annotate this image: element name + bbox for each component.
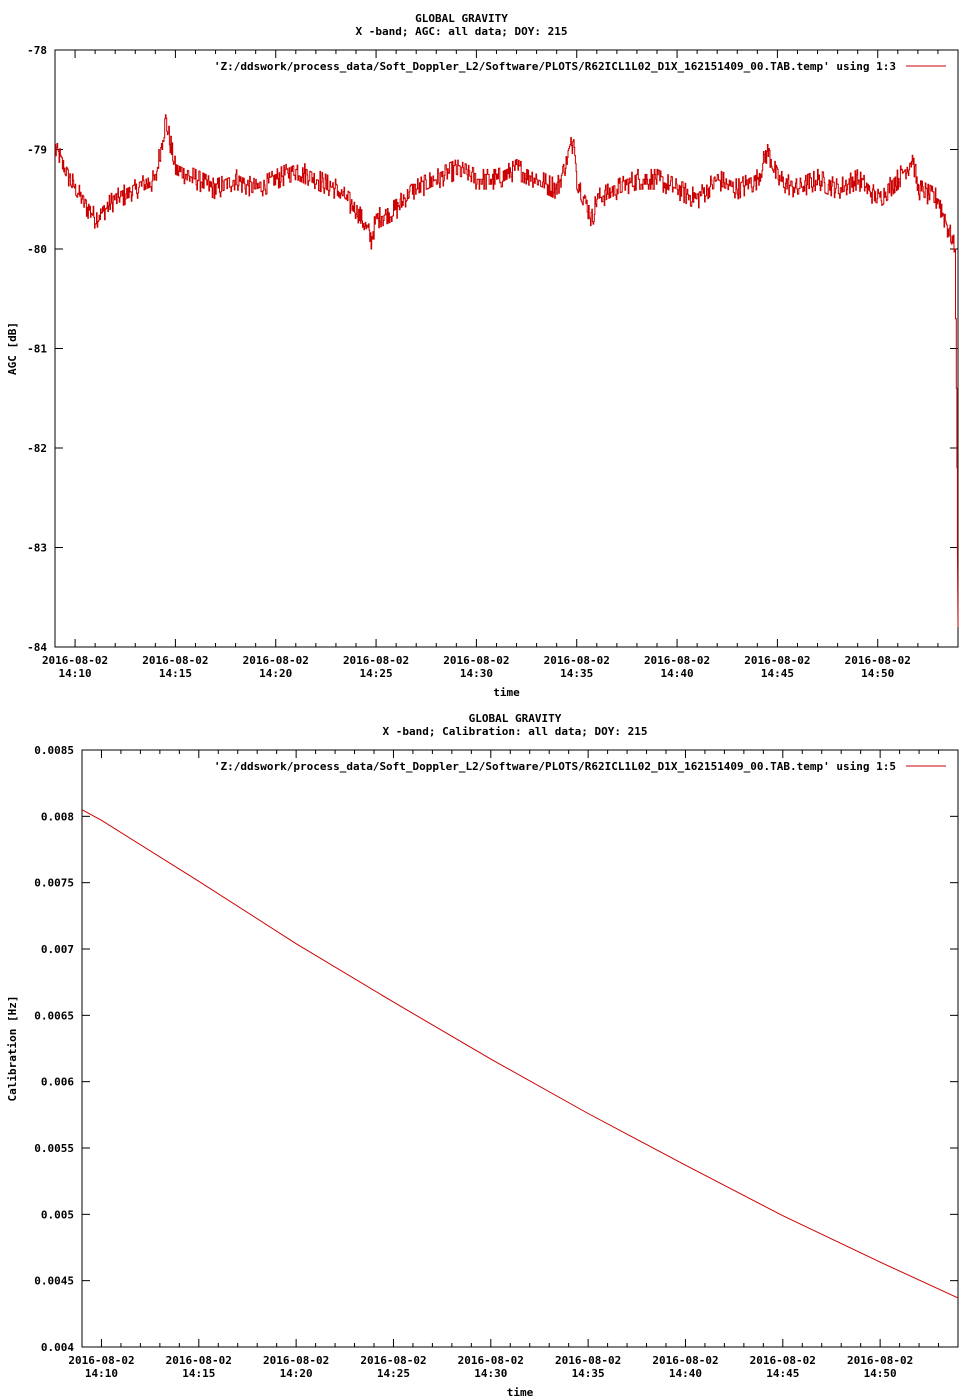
x-tick-time: 14:35: [560, 667, 594, 680]
x-tick-time: 14:50: [863, 1367, 897, 1380]
x-tick-time: 14:30: [459, 667, 493, 680]
y-tick-label: 0.0065: [34, 1009, 74, 1023]
x-tick-time: 14:50: [861, 667, 895, 680]
y-tick-label: -79: [27, 143, 47, 157]
y-tick-label: -80: [27, 243, 47, 256]
x-tick-date: 2016-08-02: [652, 1354, 719, 1367]
legend-label: 'Z:/ddswork/process_data/Soft_Doppler_L2/Software/PLOTS/R62ICL1L02_D1X_162151409_00.TAB.temp' using 1:5: [213, 760, 896, 773]
x-axis-label: time: [493, 686, 520, 699]
x-tick-time: 14:20: [259, 667, 293, 680]
y-tick-label: 0.0045: [34, 1274, 74, 1288]
x-tick-time: 14:25: [376, 1367, 411, 1380]
x-tick-date: 2016-08-02: [443, 654, 510, 667]
x-tick-time: 14:15: [182, 1367, 216, 1380]
y-tick-label: 0.005: [40, 1208, 74, 1222]
y-tick-label: -84: [27, 641, 47, 654]
y-tick-label: 0.0055: [34, 1142, 74, 1155]
x-tick-time: 14:40: [668, 1367, 703, 1380]
y-tick-label: 0.008: [40, 810, 74, 824]
x-tick-date: 2016-08-02: [360, 1354, 427, 1367]
y-tick-label: -78: [27, 44, 47, 57]
plot-frame: [82, 750, 958, 1347]
x-tick-date: 2016-08-02: [242, 654, 309, 667]
x-tick-time: 14:20: [279, 1367, 313, 1380]
agc-chart: [6, 12, 958, 699]
x-tick-date: 2016-08-02: [457, 1354, 524, 1367]
y-tick-label: 0.004: [40, 1341, 74, 1354]
y-tick-label: 0.0075: [34, 876, 74, 890]
chart-title: GLOBAL GRAVITY: [468, 712, 562, 725]
y-tick-label: 0.006: [40, 1075, 74, 1089]
x-tick-time: 14:45: [760, 667, 794, 680]
legend-label: 'Z:/ddswork/process_data/Soft_Doppler_L2/Software/PLOTS/R62ICL1L02_D1X_162151409_00.TAB.temp' using 1:3: [213, 60, 896, 73]
x-tick-time: 14:45: [766, 1367, 800, 1380]
x-tick-date: 2016-08-02: [847, 1354, 914, 1367]
x-tick-time: 14:10: [58, 667, 92, 680]
series-line: [55, 115, 958, 627]
x-tick-date: 2016-08-02: [263, 1354, 330, 1367]
x-tick-date: 2016-08-02: [643, 654, 711, 667]
y-tick-label: 0.0085: [34, 744, 74, 757]
x-tick-date: 2016-08-02: [41, 654, 109, 667]
x-tick-date: 2016-08-02: [142, 654, 209, 667]
chart-title: GLOBAL GRAVITY: [415, 12, 508, 25]
y-axis-label: Calibration [Hz]: [6, 995, 19, 1102]
x-tick-date: 2016-08-02: [555, 1354, 622, 1367]
x-tick-date: 2016-08-02: [342, 654, 410, 667]
y-axis-label: AGC [dB]: [6, 322, 19, 375]
x-tick-time: 14:15: [158, 667, 192, 680]
x-axis-label: time: [506, 1386, 534, 1399]
x-tick-date: 2016-08-02: [543, 654, 610, 667]
y-tick-label: -83: [27, 541, 47, 555]
chart-subtitle: X -band; AGC: all data; DOY: 215: [355, 25, 568, 38]
y-tick-label: 0.007: [40, 943, 74, 956]
x-tick-date: 2016-08-02: [844, 654, 911, 667]
x-tick-time: 14:40: [660, 667, 694, 680]
x-tick-date: 2016-08-02: [165, 1354, 232, 1367]
y-tick-label: -82: [27, 442, 47, 455]
x-tick-date: 2016-08-02: [749, 1354, 816, 1367]
plot-frame: [55, 50, 958, 647]
x-tick-time: 14:30: [474, 1367, 508, 1380]
x-tick-time: 14:35: [571, 1367, 605, 1380]
x-tick-date: 2016-08-02: [68, 1354, 135, 1367]
x-tick-time: 14:25: [359, 667, 393, 680]
y-tick-label: -81: [27, 342, 47, 356]
series-line: [82, 810, 958, 1298]
x-tick-date: 2016-08-02: [744, 654, 811, 667]
chart-subtitle: X -band; Calibration: all data; DOY: 215: [382, 725, 648, 738]
x-tick-time: 14:10: [84, 1367, 119, 1380]
calibration-chart: [6, 712, 958, 1399]
